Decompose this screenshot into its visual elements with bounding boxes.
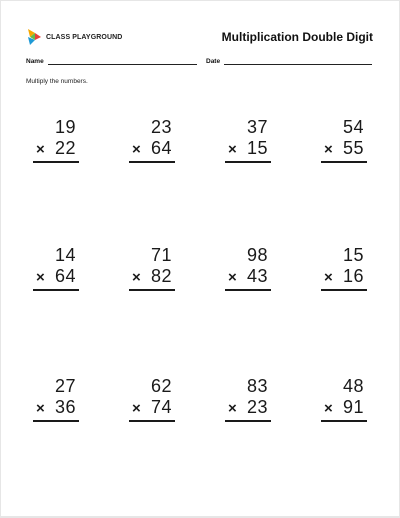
- answer-line[interactable]: [321, 420, 367, 422]
- problem-multiplier: 74: [150, 397, 172, 417]
- problem-3: [225, 118, 271, 162]
- multiply-sign: ×: [36, 400, 45, 417]
- multiply-sign: ×: [132, 141, 141, 158]
- problem-10: [129, 377, 175, 421]
- problem-multiplicand: 14: [54, 245, 76, 265]
- answer-line[interactable]: [129, 420, 175, 422]
- problem-5: [33, 246, 79, 290]
- problem-multiplier: 22: [54, 138, 76, 158]
- answer-line[interactable]: [225, 420, 271, 422]
- instructions-text: Multiply the numbers.: [26, 78, 88, 85]
- answer-line[interactable]: [321, 289, 367, 291]
- multiply-sign: ×: [228, 269, 237, 286]
- worksheet-title: Multiplication Double Digit: [221, 30, 373, 44]
- multiply-sign: ×: [228, 400, 237, 417]
- problem-multiplier: 36: [54, 397, 76, 417]
- problem-multiplier: 64: [54, 266, 76, 286]
- problem-1: [33, 118, 79, 162]
- problem-multiplicand: 54: [342, 117, 364, 137]
- problem-multiplier: 82: [150, 266, 172, 286]
- problem-multiplicand: 15: [342, 245, 364, 265]
- problem-multiplicand: 48: [342, 376, 364, 396]
- problem-6: [129, 246, 175, 290]
- name-date-row: [26, 56, 376, 66]
- problem-multiplicand: 98: [246, 245, 268, 265]
- multiply-sign: ×: [36, 269, 45, 286]
- problem-2: [129, 118, 175, 162]
- answer-line[interactable]: [225, 161, 271, 163]
- problem-4: [321, 118, 367, 162]
- multiply-sign: ×: [324, 400, 333, 417]
- answer-line[interactable]: [225, 289, 271, 291]
- date-label: Date: [206, 58, 221, 65]
- problem-multiplicand: 27: [54, 376, 76, 396]
- date-blank-line[interactable]: [224, 56, 372, 65]
- problem-multiplier: 15: [246, 138, 268, 158]
- problem-multiplier: 23: [246, 397, 268, 417]
- problem-8: [321, 246, 367, 290]
- problem-7: [225, 246, 271, 290]
- answer-line[interactable]: [129, 289, 175, 291]
- problem-multiplicand: 62: [150, 376, 172, 396]
- problem-multiplier: 16: [342, 266, 364, 286]
- problem-multiplicand: 19: [54, 117, 76, 137]
- answer-line[interactable]: [321, 161, 367, 163]
- problem-multiplier: 64: [150, 138, 172, 158]
- answer-line[interactable]: [33, 161, 79, 163]
- problem-9: [33, 377, 79, 421]
- problem-12: [321, 377, 367, 421]
- multiply-sign: ×: [228, 141, 237, 158]
- multiply-sign: ×: [132, 269, 141, 286]
- answer-line[interactable]: [129, 161, 175, 163]
- name-field[interactable]: [26, 56, 197, 65]
- worksheet-page: [1, 1, 399, 516]
- problem-multiplicand: 83: [246, 376, 268, 396]
- multiply-sign: ×: [132, 400, 141, 417]
- class-playground-logo-icon: [26, 28, 42, 46]
- name-label: Name: [26, 58, 44, 65]
- brand-logo: [26, 28, 122, 46]
- multiply-sign: ×: [36, 141, 45, 158]
- answer-line[interactable]: [33, 420, 79, 422]
- problem-multiplier: 43: [246, 266, 268, 286]
- multiply-sign: ×: [324, 141, 333, 158]
- problem-multiplier: 55: [342, 138, 364, 158]
- multiply-sign: ×: [324, 269, 333, 286]
- name-blank-line[interactable]: [48, 56, 197, 65]
- problem-multiplier: 91: [342, 397, 364, 417]
- problem-multiplicand: 71: [150, 245, 172, 265]
- answer-line[interactable]: [33, 289, 79, 291]
- problem-multiplicand: 23: [150, 117, 172, 137]
- date-field[interactable]: [206, 56, 372, 65]
- problem-multiplicand: 37: [246, 117, 268, 137]
- brand-name: CLASS PLAYGROUND: [46, 33, 123, 41]
- problem-11: [225, 377, 271, 421]
